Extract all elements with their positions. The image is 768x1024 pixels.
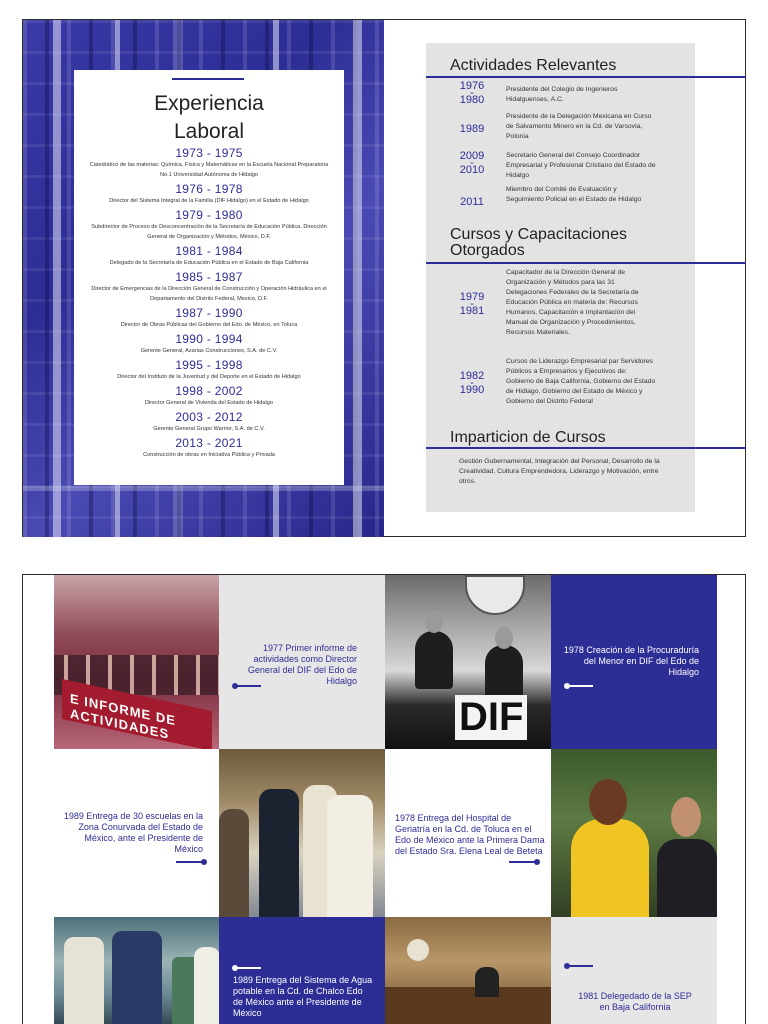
cursos-title: Cursos y Capacitaciones Otorgados — [450, 226, 627, 259]
actividades-title: Actividades Relevantes — [450, 57, 617, 74]
experiencia-desc: Director de Emergencias de la Dirección General de Construcción y Operación Hidráulica en el Departamento del Distrito Federal, Mexico, D.F. — [91, 286, 327, 302]
cv-spread — [22, 19, 746, 537]
experiencia-years: 1976 - 1978 — [175, 182, 243, 196]
caption-marker — [509, 861, 537, 863]
caption-marker — [567, 965, 593, 967]
caption-marker — [176, 861, 204, 863]
actividad-year: 1976 - 1980 — [459, 80, 485, 106]
curso-desc: Capacitador de la Dirección General de Organización y Métodos para las 31 Delegaciones Federales de la Secretaría de Educación Pública en materia de: Recursos Humanos, Capacitación e Implantación del Manual de Organización y Procedimientos, Recursos Materiales. — [506, 269, 639, 336]
section-rule — [426, 447, 746, 449]
caption-cell — [219, 575, 385, 749]
caption-cell — [54, 749, 220, 923]
background-photo — [23, 20, 384, 537]
experiencia-desc: Director del Instituto de la Juventud y del Deporte en el Estado de Hidalgo — [117, 374, 301, 380]
experiencia-desc: Director de Obras Públicas del Gobierno del Edo. de México, en Toluca — [120, 322, 298, 328]
experiencia-item — [74, 385, 344, 408]
imparticion-desc: Gestión Gubernamental, Integración del Personal, Desarrollo de la Creatividad, Cultura Emprendedora, Liderazgo y Motivación, entre otros. — [459, 458, 660, 485]
section-rule — [426, 262, 746, 264]
experiencia-list — [74, 147, 344, 463]
curso-year: 1979 - 1981 — [459, 291, 485, 317]
caption-1977: 1977 Primer informe de actividades como Director General del DIF del Edo de Hidalgo — [247, 643, 357, 686]
actividad-year: 1989 — [459, 123, 485, 135]
actividad-year: 2009 - 2010 — [459, 150, 485, 176]
experiencia-desc: Subdirector de Proceso de Desconcentración de la Secretaría de Educación Pública. Dirección General de Organización y Métodos, México, D.F. — [91, 224, 327, 240]
experiencia-desc: Gerente General, Azarias Construcciones, S.A. de C.V. — [140, 348, 278, 354]
experiencia-item — [74, 437, 344, 460]
experiencia-years: 1979 - 1980 — [175, 208, 243, 222]
caption-1981: 1981 Delegedado de la SEP en Baja California — [578, 991, 692, 1012]
experiencia-desc: Construcción de obras en Iniciativa Pública y Privada — [143, 452, 275, 458]
caption-cell — [385, 749, 551, 923]
curso-row — [450, 268, 690, 352]
experiencia-item — [74, 271, 344, 304]
experiencia-item — [74, 307, 344, 330]
actividad-desc: Presidente de la Delegación Mexicana en Curso de Salvamento Minero en la Cd. de Varsovia, Polonia — [506, 113, 652, 140]
experiencia-years: 1981 - 1984 — [175, 244, 243, 258]
caption-1978a: 1978 Creación de la Procuraduría del Menor en DIF del Edo de Hidalgo — [563, 645, 699, 677]
experiencia-desc: Gerente General Grupo Warrior, S.A. de C.V. — [153, 426, 265, 432]
photo-agua — [54, 917, 220, 1024]
caption-cell — [219, 917, 385, 1024]
experiencia-desc: Catedrático de las materias: Química, Física y Matemáticas en la Escuela Nacional Preparatoria No.1 Universidad Autónoma de Hidalgo — [89, 162, 329, 178]
experiencia-item — [74, 183, 344, 206]
curso-row — [450, 357, 690, 421]
imparticion-title: Imparticion de Cursos — [450, 429, 606, 446]
experiencia-years: 1985 - 1987 — [175, 270, 243, 284]
photo-oficina — [385, 917, 551, 1024]
experiencia-years: 1995 - 1998 — [175, 358, 243, 372]
experiencia-desc: Director General de Vivienda del Estado de Hidalgo — [144, 400, 273, 406]
experiencia-years: 1973 - 1975 — [175, 146, 243, 160]
photo-dif — [385, 575, 551, 749]
actividad-desc: Presidente del Colegio de Ingenieros Hidalguenses, A.C. — [506, 86, 618, 103]
photo-escuelas — [219, 749, 385, 923]
experiencia-title: Experiencia Laboral — [154, 92, 264, 143]
experiencia-years: 2003 - 2012 — [175, 410, 243, 424]
caption-cell — [551, 575, 717, 749]
photo-gallery — [22, 574, 746, 1024]
caption-marker — [567, 685, 593, 687]
curso-desc: Cursos de Liderazgo Empresarial par Servidores Públicos a Empresarios y Ejecutivos de: Gobierno de Baja California, Gobierno del Estado de Hidlago, Gobierno del Estado de México y Gobierno del Distrito Federal — [506, 358, 656, 405]
caption-marker — [235, 685, 261, 687]
curso-year: 1982 - 1990 — [459, 370, 485, 396]
caption-1989b: 1989 Entrega del Sistema de Agua potable en la Cd. de Chalco Edo de México ante el Presidente de México — [233, 975, 373, 1018]
experiencia-years: 2013 - 2021 — [175, 436, 243, 450]
actividad-row — [450, 151, 690, 185]
section-rule — [426, 76, 746, 78]
experiencia-desc: Director del Sistema Integral de la Familia (DIF Hidalgo) en el Estado de Hidalgo — [109, 198, 309, 204]
experiencia-item — [74, 333, 344, 356]
title-rule — [172, 78, 244, 80]
banner-text: E INFORME DE ACTIVIDADES — [70, 690, 176, 742]
photo-geriatria — [551, 749, 717, 923]
experiencia-card — [74, 70, 344, 485]
actividades-panel — [426, 43, 695, 512]
dif-sign: DIF — [455, 695, 527, 740]
actividad-desc: Miembro del Comité de Evaluación y Seguimiento Policial en el Estado de Hidalgo — [506, 186, 642, 203]
experiencia-years: 1990 - 1994 — [175, 332, 243, 346]
actividad-year: 2011 — [460, 196, 484, 208]
experiencia-desc: Delegado de la Secretaría de Educación Pública en el Estado de Baja California — [109, 260, 309, 266]
caption-marker — [235, 967, 261, 969]
experiencia-item — [74, 209, 344, 242]
actividad-desc: Secretario General del Consejo Coordinador Empresarial y Profesional Cristiano del Estado de Hidalgo — [506, 152, 656, 179]
actividad-row — [450, 185, 690, 219]
actividad-row — [450, 112, 690, 148]
experiencia-years: 1987 - 1990 — [175, 306, 243, 320]
photo-informe — [54, 575, 220, 749]
caption-1989a: 1989 Entrega de 30 escuelas en la Zona Conurvada del Estado de México, ante el Presidente de México — [63, 811, 203, 854]
experiencia-item — [74, 411, 344, 434]
experiencia-item — [74, 147, 344, 180]
caption-1978b: 1978 Entrega del Hospital de Geriatría en la Cd. de Toluca en el Edo de México ante la Primera Dama del Estado Sra. Elena Leal de Beteta — [395, 813, 545, 856]
experiencia-years: 1998 - 2002 — [175, 384, 243, 398]
experiencia-item — [74, 245, 344, 268]
caption-cell — [551, 917, 717, 1024]
experiencia-item — [74, 359, 344, 382]
